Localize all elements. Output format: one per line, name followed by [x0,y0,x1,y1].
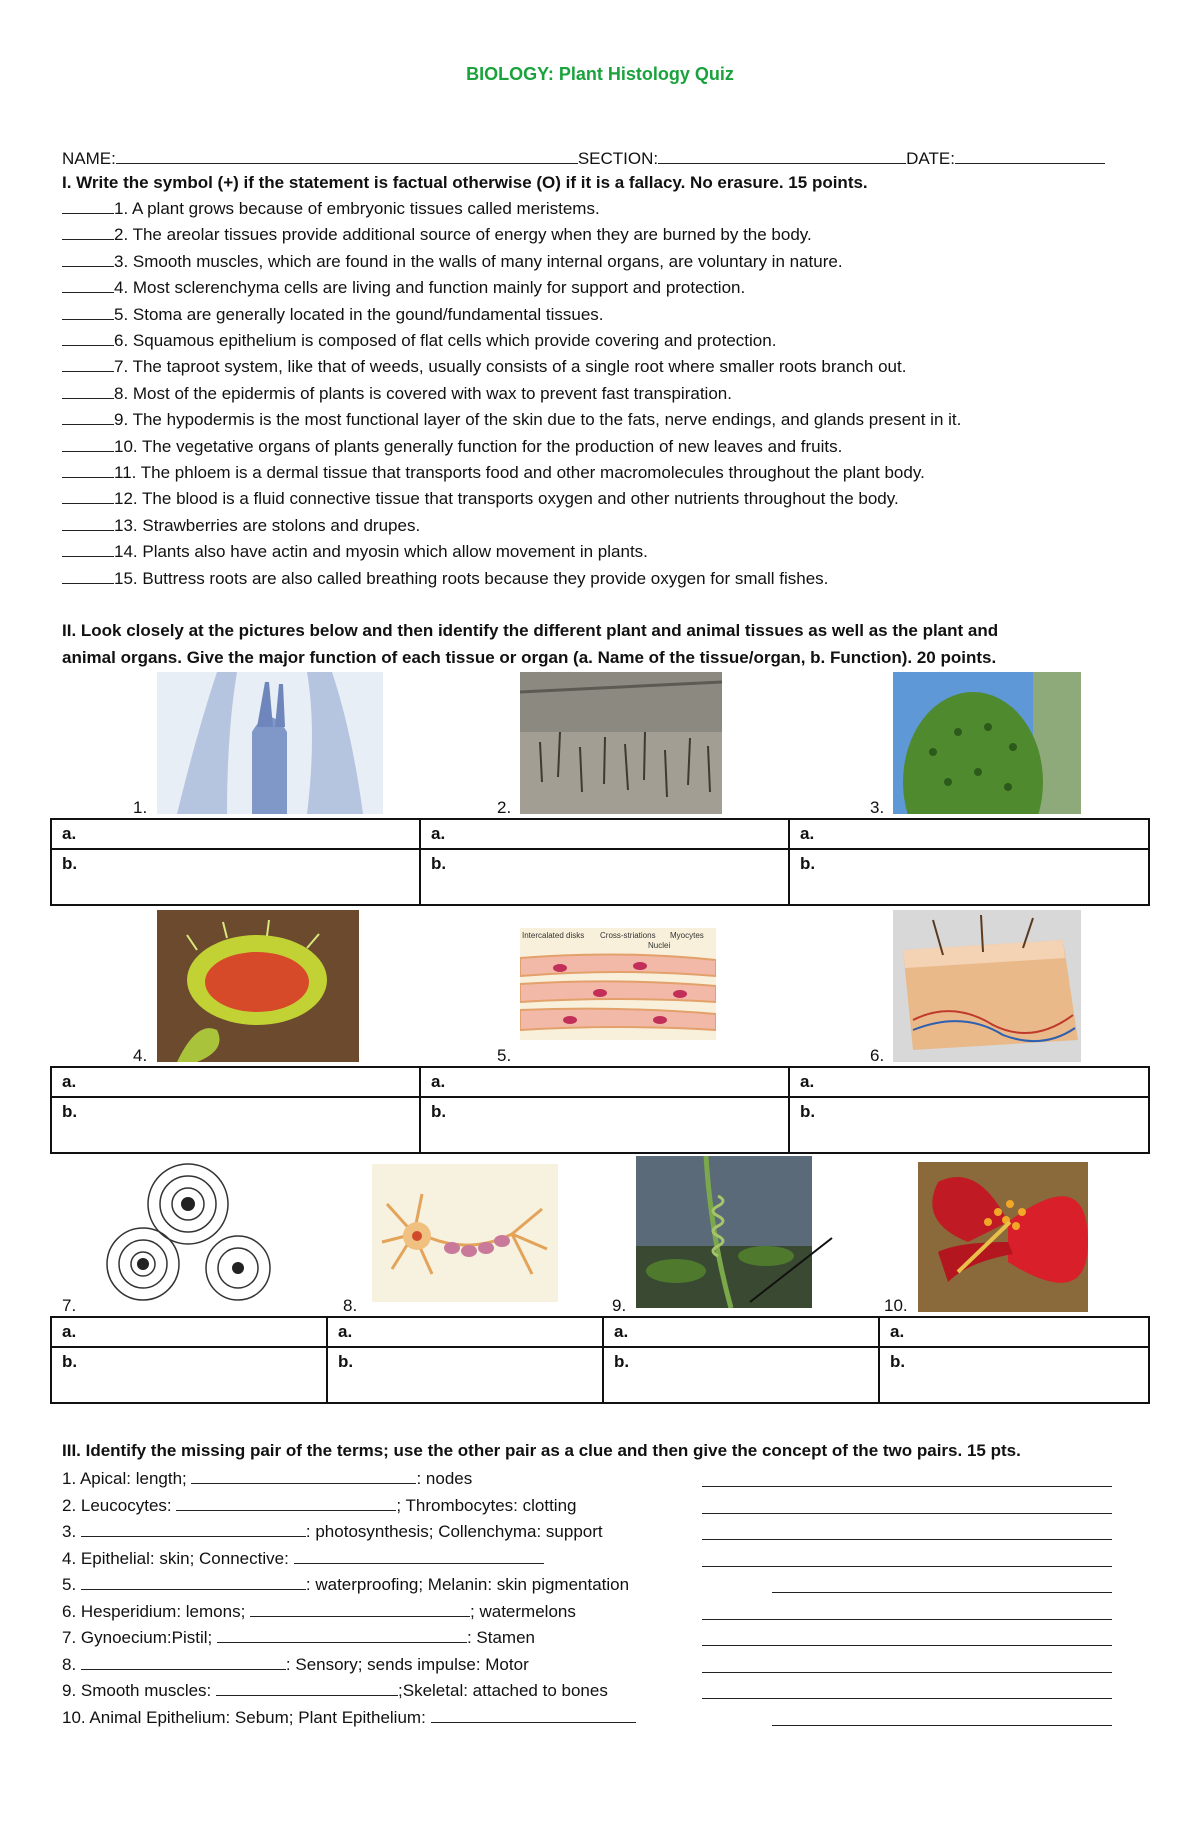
answer-blank[interactable] [62,354,114,372]
truefalse-item [62,513,420,537]
analogy-prefix: 2. Leucocytes: [62,1495,177,1515]
analogy-suffix: : waterproofing; Melanin: skin pigmentation [305,1575,630,1594]
concept-answer-line[interactable] [702,1566,1112,1567]
answer-table-row-2 [50,1066,1150,1154]
answer-cell-2a[interactable]: a. [420,819,789,849]
analogy-prefix: 1. Apical: length; [62,1469,192,1488]
missing-term-blank[interactable] [81,1572,306,1590]
truefalse-item [62,249,843,273]
answer-blank[interactable] [62,381,114,399]
answer-blank[interactable] [62,302,114,320]
concept-answer-line[interactable] [702,1539,1112,1540]
analogy-prefix: 10. Animal Epithelium: Sebum; Plant Epithelium: [62,1707,431,1727]
answer-blank[interactable] [62,249,114,267]
answer-cell-9b[interactable]: b. [603,1347,879,1403]
image-2-pneumatophores [520,672,722,814]
analogy-suffix: : Stamen [466,1628,535,1647]
answer-cell-10b[interactable]: b. [879,1347,1149,1403]
part2-instruction-1: II. Look closely at the pictures below and then identify the different plant and animal tissues as well as the plant and [62,621,999,640]
answer-cell-8b[interactable]: b. [327,1347,603,1403]
image-6-skin-cross-section [893,910,1081,1062]
date-field[interactable] [955,146,1105,164]
analogy-item [62,1493,577,1517]
concept-answer-line[interactable] [772,1725,1112,1726]
truefalse-item [62,486,899,510]
arrow-pointer [748,1236,834,1306]
concept-answer-line[interactable] [702,1486,1112,1487]
concept-answer-line[interactable] [702,1698,1112,1699]
label-myocytes: Myocytes [670,931,704,940]
truefalse-statement: 3. Smooth muscles, which are found in the walls of many internal organs, are voluntary in nature. [114,251,843,271]
answer-cell-1b[interactable]: b. [51,849,420,905]
truefalse-statement: 14. Plants also have actin and myosin which allow movement in plants. [114,542,648,562]
missing-term-blank[interactable] [217,1625,467,1643]
answer-cell-6b[interactable]: b. [789,1097,1149,1153]
answer-cell-4a[interactable]: a. [51,1067,420,1097]
answer-cell-5b[interactable]: b. [420,1097,789,1153]
analogy-suffix: ;Skeletal: attached to bones [398,1681,608,1700]
image-3-cactus [893,672,1081,814]
label-cross-striations: Cross-striations [600,931,656,940]
part2-instruction-2: animal organs. Give the major function of each tissue or organ (a. Name of the tissue/organ, b. Function). 20 points. [62,648,997,667]
truefalse-item [62,196,600,220]
truefalse-statement: 5. Stoma are generally located in the gound/fundamental tissues. [114,304,604,324]
truefalse-statement: 2. The areolar tissues provide additional source of energy when they are burned by the body. [114,225,812,245]
image-number-8: 8. [343,1296,358,1315]
answer-blank[interactable] [62,460,114,478]
image-number-4: 4. [133,1046,148,1065]
truefalse-statement: 8. Most of the epidermis of plants is covered with wax to prevent fast transpiration. [114,383,732,403]
missing-term-blank[interactable] [431,1705,636,1723]
label-nuclei: Nuclei [648,941,671,950]
analogy-suffix: ; Thrombocytes: clotting [396,1495,577,1515]
label-intercalated-disks: Intercalated disks [522,931,585,940]
truefalse-item [62,407,961,431]
answer-cell-7b[interactable]: b. [51,1347,327,1403]
section-label: SECTION: [577,149,659,168]
truefalse-item [62,539,648,563]
truefalse-item [62,275,745,299]
answer-cell-2b[interactable]: b. [420,849,789,905]
image-number-2: 2. [497,798,512,817]
answer-blank[interactable] [62,434,114,452]
truefalse-statement: 15. Buttress roots are also called breathing roots because they provide oxygen for small fishes. [114,568,829,588]
image-1-shoot-apex [157,672,383,814]
image-number-3: 3. [870,798,885,817]
answer-blank[interactable] [62,566,114,584]
answer-blank[interactable] [62,275,114,293]
analogy-item [62,1625,535,1649]
answer-cell-5a[interactable]: a. [420,1067,789,1097]
part1-instruction: I. Write the symbol (+) if the statement is factual otherwise (O) if it is a fallacy. No erasure. 15 points. [62,173,868,192]
concept-answer-line[interactable] [702,1513,1112,1514]
missing-term-blank[interactable] [176,1493,396,1511]
concept-answer-line[interactable] [702,1619,1112,1620]
analogy-suffix: : Sensory; sends impulse: Motor [285,1654,529,1674]
section-field[interactable] [658,146,906,164]
answer-cell-3b[interactable]: b. [789,849,1149,905]
missing-term-blank[interactable] [216,1678,398,1696]
concept-answer-line[interactable] [702,1645,1112,1646]
truefalse-statement: 1. A plant grows because of embryonic tissues called meristems. [114,199,600,218]
image-number-9: 9. [612,1296,627,1315]
concept-answer-line[interactable] [702,1672,1112,1673]
analogy-suffix: ; watermelons [470,1601,576,1621]
answer-cell-8a[interactable]: a. [327,1317,603,1347]
image-number-7: 7. [62,1296,77,1315]
analogy-item [62,1572,629,1596]
missing-term-blank[interactable] [81,1652,286,1670]
answer-blank[interactable] [62,486,114,504]
truefalse-statement: 13. Strawberries are stolons and drupes. [114,515,421,535]
missing-term-blank[interactable] [191,1466,416,1484]
truefalse-statement: 12. The blood is a fluid connective tissue that transports oxygen and other nutrients throughout the body. [114,489,899,509]
missing-term-blank[interactable] [250,1599,470,1617]
truefalse-statement: 6. Squamous epithelium is composed of flat cells which provide covering and protection. [114,331,777,350]
name-field[interactable] [116,146,578,164]
truefalse-item [62,460,925,484]
truefalse-item [62,222,812,246]
missing-term-blank[interactable] [81,1519,306,1537]
truefalse-statement: 4. Most sclerenchyma cells are living and function mainly for support and protection. [114,278,746,298]
analogy-prefix: 9. Smooth muscles: [62,1681,217,1700]
analogy-item [62,1678,608,1702]
analogy-prefix: 6. Hesperidium: lemons; [62,1601,251,1621]
answer-cell-6a[interactable]: a. [789,1067,1149,1097]
image-number-5: 5. [497,1046,512,1065]
answer-cell-4b[interactable]: b. [51,1097,420,1153]
answer-cell-1a[interactable]: a. [51,819,420,849]
image-number-6: 6. [870,1046,885,1065]
missing-term-blank[interactable] [294,1546,544,1564]
answer-cell-7a[interactable]: a. [51,1317,327,1347]
analogy-prefix: 4. Epithelial: skin; Connective: [62,1548,294,1568]
truefalse-statement: 7. The taproot system, like that of weeds, usually consists of a single root where smaller roots branch out. [114,357,907,377]
image-10-hibiscus-flower [918,1162,1088,1312]
analogy-prefix: 3. [62,1522,81,1541]
truefalse-statement: 11. The phloem is a dermal tissue that transports food and other macromolecules throughout the plant body. [114,463,925,482]
truefalse-item [62,566,828,590]
analogy-item [62,1466,472,1490]
name-label: NAME: [62,149,116,168]
image-7-bone-tissue [88,1156,288,1308]
answer-table-row-3 [50,1316,1150,1404]
concept-answer-line[interactable] [772,1592,1112,1593]
answer-blank[interactable] [62,222,114,240]
date-label: DATE: [906,149,955,168]
image-8-neuron [372,1164,558,1302]
answer-blank[interactable] [62,196,114,214]
image-5-cardiac-muscle [520,928,716,1040]
truefalse-item [62,434,842,458]
answer-blank[interactable] [62,407,114,425]
answer-cell-3a[interactable]: a. [789,819,1149,849]
image-number-10: 10. [884,1296,908,1315]
answer-cell-10a[interactable]: a. [879,1317,1149,1347]
truefalse-item [62,302,604,326]
truefalse-item [62,381,732,405]
truefalse-statement: 10. The vegetative organs of plants generally function for the production of new leaves and fruits. [114,436,843,456]
student-info-row [62,146,1105,170]
truefalse-statement: 9. The hypodermis is the most functional layer of the skin due to the fats, nerve endings, and glands present in it. [114,410,962,430]
analogy-suffix: : photosynthesis; Collenchyma: support [305,1522,603,1541]
analogy-item [62,1599,576,1623]
analogy-prefix: 5. [62,1575,81,1594]
answer-cell-9a[interactable]: a. [603,1317,879,1347]
image-4-venus-flytrap [157,910,359,1062]
answer-blank[interactable] [62,328,114,346]
analogy-item [62,1652,529,1676]
analogy-item [62,1546,544,1570]
part3-instruction: III. Identify the missing pair of the terms; use the other pair as a clue and then give the concept of the two pairs. 15 pts. [62,1441,1021,1460]
analogy-item [62,1519,603,1543]
analogy-item [62,1705,636,1729]
answer-table-row-1 [50,818,1150,906]
truefalse-item [62,328,776,352]
truefalse-item [62,354,906,378]
image-number-1: 1. [133,798,148,817]
analogy-prefix: 8. [62,1654,81,1674]
analogy-suffix: : nodes [416,1469,473,1488]
answer-blank[interactable] [62,513,114,531]
answer-blank[interactable] [62,539,114,557]
analogy-prefix: 7. Gynoecium:Pistil; [62,1628,217,1647]
page-title: BIOLOGY: Plant Histology Quiz [466,64,734,84]
